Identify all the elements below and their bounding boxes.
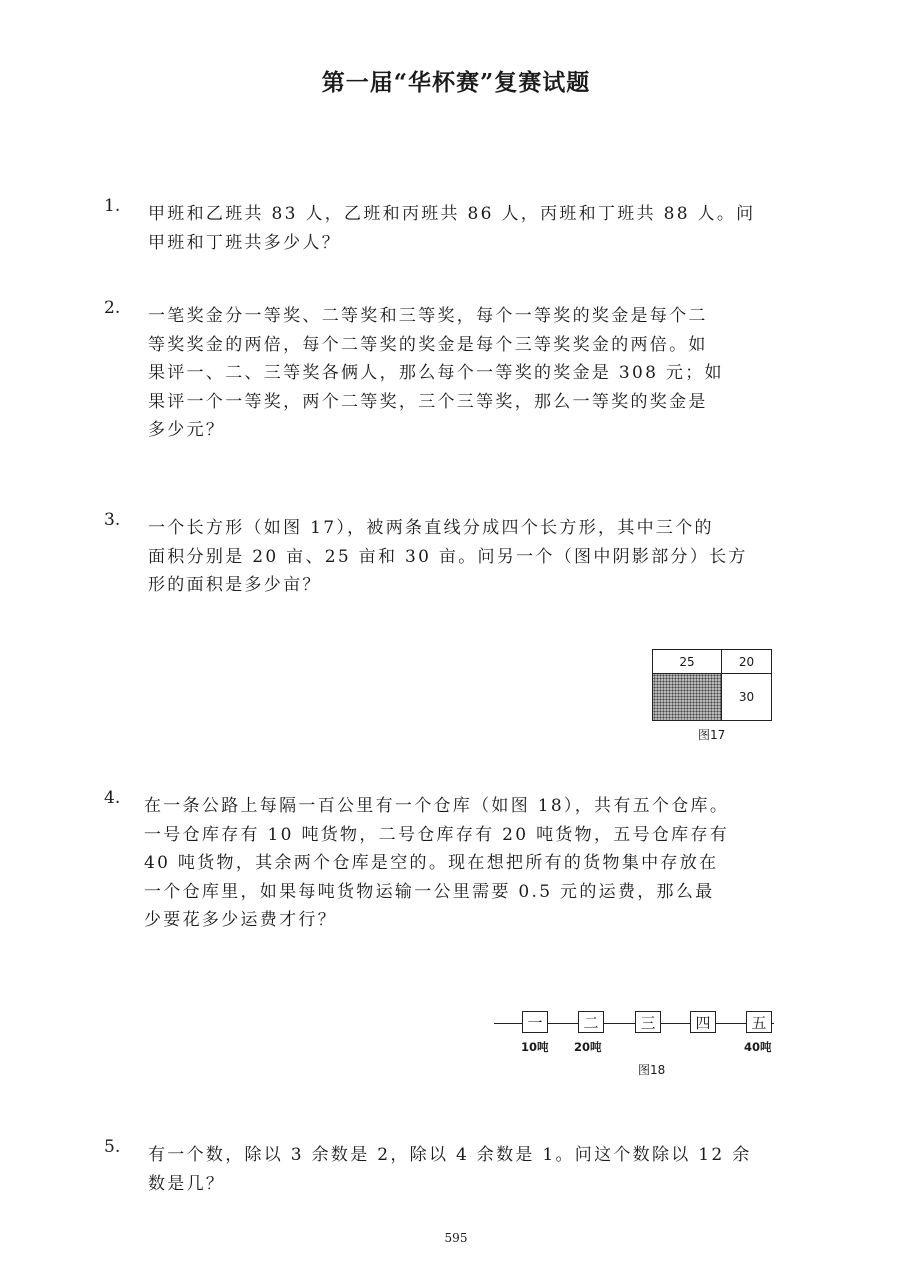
question-line: 一个仓库里，如果每吨货物运输一公里需要 0.5 元的运费，那么最: [144, 881, 715, 902]
question-line: 一个长方形（如图 17），被两条直线分成四个长方形，其中三个的: [148, 518, 714, 538]
warehouse-4: 四: [690, 1011, 716, 1033]
warehouse-2: 二: [578, 1011, 604, 1033]
question-2: [104, 298, 794, 449]
question-line: 在一条公路上每隔一百公里有一个仓库（如图 18），共有五个仓库。: [144, 796, 730, 816]
page-number: 595: [444, 1231, 468, 1245]
question-number: 3.: [104, 510, 121, 530]
warehouse-1: 一: [522, 1011, 548, 1033]
question-line: 数是几？: [148, 1173, 226, 1194]
question-line: 甲班和丁班共多少人？: [148, 232, 341, 253]
question-line: 一号仓库存有 10 吨货物，二号仓库存有 20 吨货物，五号仓库存有: [144, 824, 730, 845]
warehouse-1-cargo: 10吨: [521, 1040, 549, 1054]
question-line: 等奖奖金的两倍，每个二等奖的奖金是每个三等奖奖金的两倍。如: [148, 334, 708, 355]
area-20-cell: 20: [722, 650, 771, 674]
figure-18-caption: 图18: [638, 1063, 666, 1077]
question-line: 一笔奖金分一等奖、二等奖和三等奖，每个一等奖的奖金是每个二: [148, 306, 708, 326]
question-line: 面积分别是 20 亩、25 亩和 30 亩。问另一个（图中阴影部分）长方: [148, 546, 748, 567]
question-5: [104, 1137, 794, 1202]
question-line: 果评一个一等奖，两个二等奖，三个三等奖，那么一等奖的奖金是: [148, 391, 708, 412]
question-number: 2.: [104, 298, 121, 318]
question-4: [104, 788, 794, 939]
question-3: [104, 510, 794, 604]
warehouse-3: 三: [635, 1011, 661, 1033]
question-line: 多少元？: [148, 420, 226, 440]
question-line: 少要花多少运费才行？: [144, 910, 337, 930]
question-line: 甲班和乙班共 83 人，乙班和丙班共 86 人，丙班和丁班共 88 人。问: [148, 204, 756, 224]
figure-17-caption: 图17: [698, 728, 726, 742]
question-line: 有一个数，除以 3 余数是 2，除以 4 余数是 1。问这个数除以 12 余: [148, 1145, 752, 1165]
question-line: 果评一、二、三等奖各俩人，那么每个一等奖的奖金是 308 元；如: [148, 363, 724, 383]
warehouse-5-cargo: 40吨: [744, 1040, 772, 1054]
figure-17-rectangle: [652, 649, 772, 721]
question-number: 4.: [104, 788, 121, 808]
warehouse-2-cargo: 20吨: [574, 1040, 602, 1054]
shaded-unknown-cell: [653, 674, 722, 720]
area-25-cell: 25: [653, 650, 722, 674]
question-line: 形的面积是多少亩？: [148, 575, 322, 595]
question-number: 1.: [104, 196, 121, 216]
page-title: 第一届“华杯赛”复赛试题: [321, 69, 591, 96]
question-number: 5.: [104, 1137, 121, 1157]
question-1: [104, 196, 794, 261]
warehouse-5: 五: [746, 1011, 772, 1033]
area-30-cell: 30: [738, 690, 755, 704]
question-line: 40 吨货物，其余两个仓库是空的。现在想把所有的货物集中存放在: [144, 853, 719, 873]
